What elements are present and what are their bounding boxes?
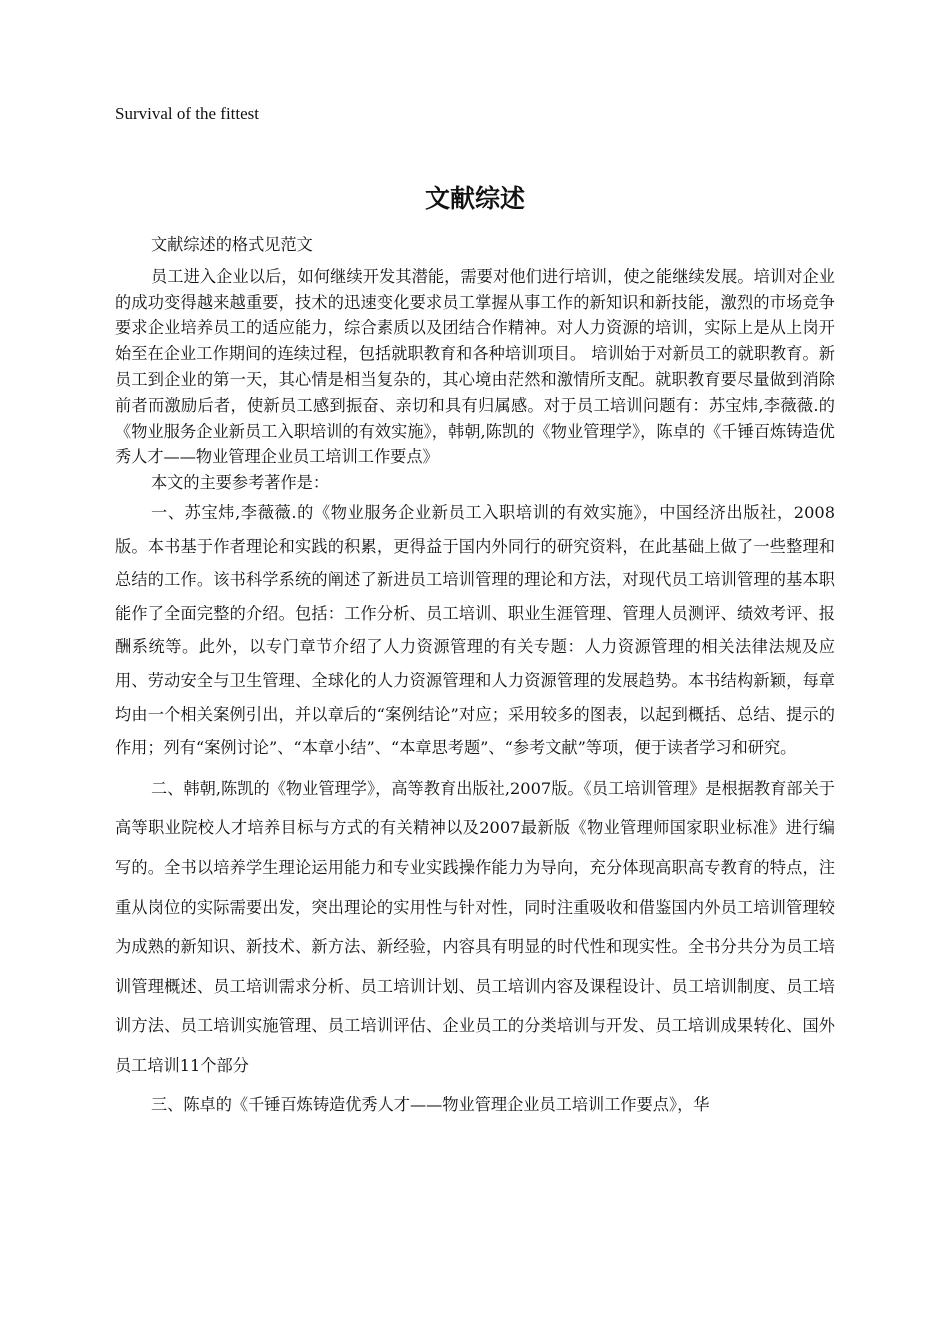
page-title: 文献综述 bbox=[424, 184, 525, 213]
intro-paragraph: 员工进入企业以后，如何继续开发其潜能，需要对他们进行培训，使之能继续发展。培训对企业的成功变得越来越重要，技术的迅速变化要求员工掌握从事工作的新知识和新技能，激烈的市场竞争要求企业培养员工的适应能力，综合素质以及团结合作精神。对人力资源的培训，实际上是从上岗开始至在企业工作期间的连续过程，包括就职教育和各种培训项目。 培训始于对新员工的就职教育。新员工到企业的第一天，其心情是相当复杂的，其心境由茫然和激情所支配。就职教育要尽量做到消除前者而激励后者，使新员工感到振奋、亲切和具有归属感。对于员工培训问题有：苏宝炜,李薇薇.的《物业服务企业新员工入职培训的有效实施》，韩朝,陈凯的《物业管理学》，陈卓的《千锤百炼铸造优秀人才——物业管理企业员工培训工作要点》 bbox=[115, 266, 835, 467]
reference-paragraph-3: 三、陈卓的《千锤百炼铸造优秀人才——物业管理企业员工培训工作要点》，华 bbox=[151, 1095, 710, 1115]
reference-paragraph-1: 一、苏宝炜,李薇薇.的《物业服务企业新员工入职培训的有效实施》，中国经济出版社，2008版。本书基于作者理论和实践的积累，更得益于国内外同行的研究资料，在此基础上做了一些整理和总结的工作。该书科学系统的阐述了新进员工培训管理的理论和方法，对现代员工培训管理的基本职能作了全面完整的介绍。包括：工作分析、员工培训、职业生涯管理、管理人员测评、绩效考评、报酬系统等。此外，以专门章节介绍了人力资源管理的有关专题：人力资源管理的相关法律法规及应用、劳动安全与卫生管理、全球化的人力资源管理和人力资源管理的发展趋势。本书结构新颖，每章均由一个相关案例引出，并以章后的“案例结论”对应；采用较多的图表，以起到概括、总结、提示的作用；列有“案例讨论”、“本章小结”、“本章思考题”、“参考文献”等项，便于读者学习和研究。 bbox=[115, 502, 835, 758]
document-body bbox=[115, 232, 835, 1125]
format-note-paragraph: 文献综述的格式见范文 bbox=[151, 235, 313, 254]
header-note: Survival of the fittest bbox=[115, 104, 260, 123]
reference-paragraph-2: 二、韩朝,陈凯的《物业管理学》，高等教育出版社,2007版。《员工培训管理》是根据教育部关于高等职业院校人才培养目标与方式的有关精神以及2007最新版《物业管理师国家职业标准》进行编写的。全书以培养学生理论运用能力和专业实践操作能力为导向，充分体现高职高专教育的特点，注重从岗位的实际需要出发，突出理论的实用性与针对性，同时注重吸收和借鉴国内外员工培训管理较为成熟的新知识、新技术、新方法、新经验，内容具有明显的时代性和现实性。全书分共分为员工培训管理概述、员工培训需求分析、员工培训计划、员工培训内容及课程设计、员工培训制度、员工培训方法、员工培训实施管理、员工培训评估、企业员工的分类培训与开发、员工培训成果转化、国外员工培训11个部分 bbox=[115, 778, 835, 1075]
references-heading: 本文的主要参考著作是： bbox=[151, 473, 330, 493]
